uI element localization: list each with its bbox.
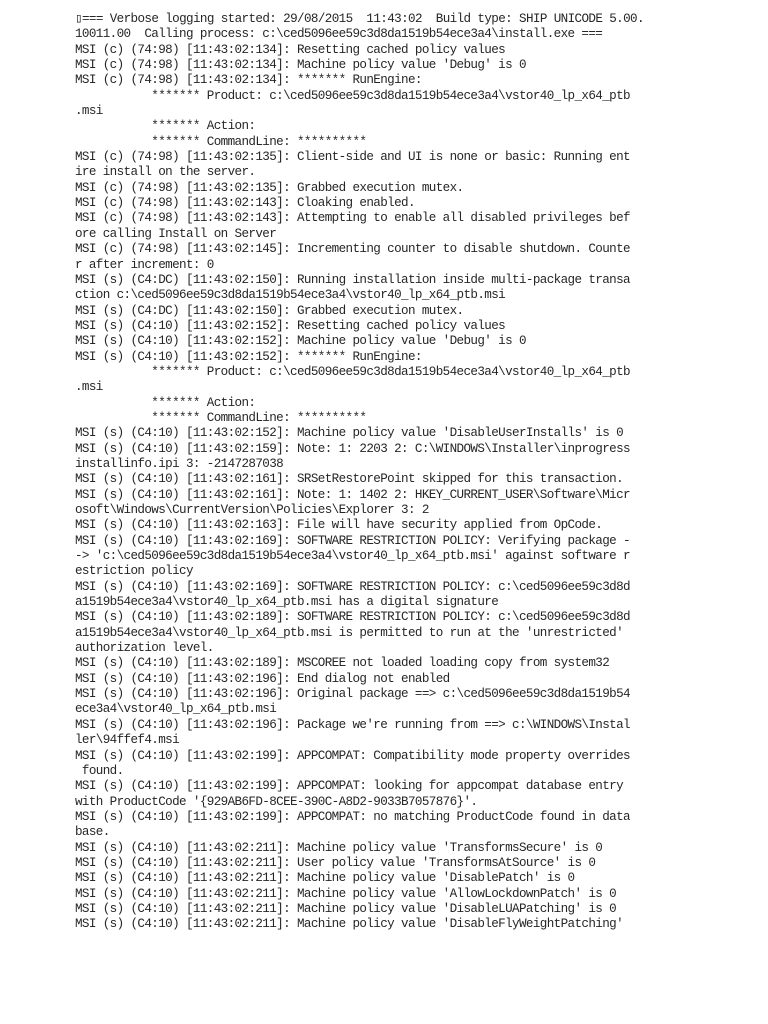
log-line: MSI (s) (C4:10) [11:43:02:169]: SOFTWARE RESTRICTION POLICY: c:\ced5096ee59c3d8d — [75, 579, 630, 594]
log-line: MSI (s) (C4:10) [11:43:02:199]: APPCOMPAT: no matching ProductCode found in data — [75, 809, 630, 824]
log-line: authorization level. — [75, 641, 214, 656]
log-line: ire install on the server. — [75, 165, 256, 180]
log-line: MSI (s) (C4:10) [11:43:02:163]: File will have security applied from OpCode. — [75, 518, 603, 533]
log-line: MSI (s) (C4:10) [11:43:02:199]: APPCOMPAT: Compatibility mode property overrides — [75, 748, 630, 763]
log-line: MSI (s) (C4:10) [11:43:02:161]: SRSetRestorePoint skipped for this transaction. — [75, 472, 624, 487]
log-line: MSI (s) (C4:10) [11:43:02:196]: Original package ==> c:\ced5096ee59c3d8da1519b54 — [75, 687, 630, 702]
log-line: MSI (s) (C4:10) [11:43:02:211]: Machine policy value 'DisablePatch' is 0 — [75, 871, 575, 886]
log-text-block — [75, 12, 715, 933]
log-line: MSI (c) (74:98) [11:43:02:134]: Machine policy value 'Debug' is 0 — [75, 58, 526, 73]
log-line: MSI (s) (C4:DC) [11:43:02:150]: Running installation inside multi-package transa — [75, 272, 630, 287]
log-line: MSI (s) (C4:10) [11:43:02:189]: MSCOREE not loaded loading copy from system32 — [75, 656, 610, 671]
log-line: MSI (s) (C4:10) [11:43:02:152]: Machine policy value 'DisableUserInstalls' is 0 — [75, 426, 624, 441]
log-line: MSI (c) (74:98) [11:43:02:134]: Resetting cached policy values — [75, 42, 506, 57]
log-line: a1519b54ece3a4\vstor40_lp_x64_ptb.msi is permitted to run at the 'unrestricted' — [75, 625, 624, 640]
log-line: MSI (c) (74:98) [11:43:02:143]: Cloaking enabled. — [75, 196, 415, 211]
log-line: MSI (c) (74:98) [11:43:02:135]: Client-side and UI is none or basic: Running ent — [75, 150, 630, 165]
log-line: found. — [75, 763, 124, 778]
log-line: ******* Product: c:\ced5096ee59c3d8da1519b54ece3a4\vstor40_lp_x64_ptb — [75, 364, 630, 379]
log-line: ▯=== Verbose logging started: 29/08/2015 11:43:02 Build type: SHIP UNICODE 5.00. — [75, 12, 644, 26]
log-line: MSI (s) (C4:DC) [11:43:02:150]: Grabbed execution mutex. — [75, 303, 464, 318]
log-line: MSI (s) (C4:10) [11:43:02:189]: SOFTWARE RESTRICTION POLICY: c:\ced5096ee59c3d8d — [75, 610, 630, 625]
log-line: ******* Action: — [75, 395, 256, 410]
log-line: 10011.00 Calling process: c:\ced5096ee59c3d8da1519b54ece3a4\install.exe === — [75, 27, 603, 42]
log-line: MSI (s) (C4:10) [11:43:02:159]: Note: 1: 2203 2: C:\WINDOWS\Installer\inprogress — [75, 441, 630, 456]
log-line: MSI (s) (C4:10) [11:43:02:211]: Machine policy value 'DisableFlyWeightPatching' — [75, 917, 624, 932]
log-line: ******* CommandLine: ********** — [75, 410, 367, 425]
log-line: osoft\Windows\CurrentVersion\Policies\Explorer 3: 2 — [75, 503, 429, 517]
log-line: MSI (c) (74:98) [11:43:02:134]: ******* RunEngine: — [75, 73, 422, 88]
log-line: ******* Product: c:\ced5096ee59c3d8da1519b54ece3a4\vstor40_lp_x64_ptb — [75, 88, 630, 103]
log-line: estriction policy — [75, 564, 193, 579]
log-line: .msi — [75, 380, 103, 395]
log-line: MSI (c) (74:98) [11:43:02:143]: Attempting to enable all disabled privileges bef — [75, 211, 630, 226]
log-line: MSI (s) (C4:10) [11:43:02:196]: Package we're running from ==> c:\WINDOWS\Instal — [75, 717, 630, 732]
log-line: ler\94ffef4.msi — [75, 733, 180, 748]
log-line: base. — [75, 825, 110, 840]
log-line: MSI (c) (74:98) [11:43:02:135]: Grabbed execution mutex. — [75, 180, 464, 195]
log-line: r after increment: 0 — [75, 257, 214, 272]
log-line: installinfo.ipi 3: -2147287038 — [75, 456, 284, 471]
log-line: MSI (s) (C4:10) [11:43:02:161]: Note: 1: 1402 2: HKEY_CURRENT_USER\Software\Micr — [75, 487, 630, 502]
log-line: ******* Action: — [75, 119, 256, 134]
log-line: MSI (s) (C4:10) [11:43:02:211]: User policy value 'TransformsAtSource' is 0 — [75, 855, 596, 870]
log-line: MSI (s) (C4:10) [11:43:02:211]: Machine policy value 'AllowLockdownPatch' is 0 — [75, 886, 617, 901]
log-line: MSI (s) (C4:10) [11:43:02:211]: Machine policy value 'TransformsSecure' is 0 — [75, 840, 603, 855]
log-line: ******* CommandLine: ********** — [75, 134, 367, 149]
log-line: ore calling Install on Server — [75, 226, 277, 241]
log-line: with ProductCode '{929AB6FD-8CEE-390C-A8D2-9033B7057876}'. — [75, 794, 478, 809]
log-line: MSI (s) (C4:10) [11:43:02:169]: SOFTWARE RESTRICTION POLICY: Verifying package - — [75, 533, 630, 548]
log-line: MSI (s) (C4:10) [11:43:02:199]: APPCOMPAT: looking for appcompat database entry — [75, 779, 624, 794]
log-line: ece3a4\vstor40_lp_x64_ptb.msi — [75, 702, 277, 717]
log-line: ction c:\ced5096ee59c3d8da1519b54ece3a4\vstor40_lp_x64_ptb.msi — [75, 288, 506, 303]
log-line: MSI (c) (74:98) [11:43:02:145]: Incrementing counter to disable shutdown. Counte — [75, 242, 630, 257]
log-line: MSI (s) (C4:10) [11:43:02:152]: Machine policy value 'Debug' is 0 — [75, 334, 526, 349]
log-line: a1519b54ece3a4\vstor40_lp_x64_ptb.msi has a digital signature — [75, 595, 499, 610]
log-line: MSI (s) (C4:10) [11:43:02:211]: Machine policy value 'DisableLUAPatching' is 0 — [75, 901, 617, 916]
log-line: -> 'c:\ced5096ee59c3d8da1519b54ece3a4\vstor40_lp_x64_ptb.msi' against software r — [75, 549, 630, 564]
log-line: MSI (s) (C4:10) [11:43:02:152]: ******* RunEngine: — [75, 349, 422, 364]
log-line: .msi — [75, 104, 103, 119]
log-line: MSI (s) (C4:10) [11:43:02:152]: Resetting cached policy values — [75, 318, 506, 333]
log-line: MSI (s) (C4:10) [11:43:02:196]: End dialog not enabled — [75, 671, 450, 686]
